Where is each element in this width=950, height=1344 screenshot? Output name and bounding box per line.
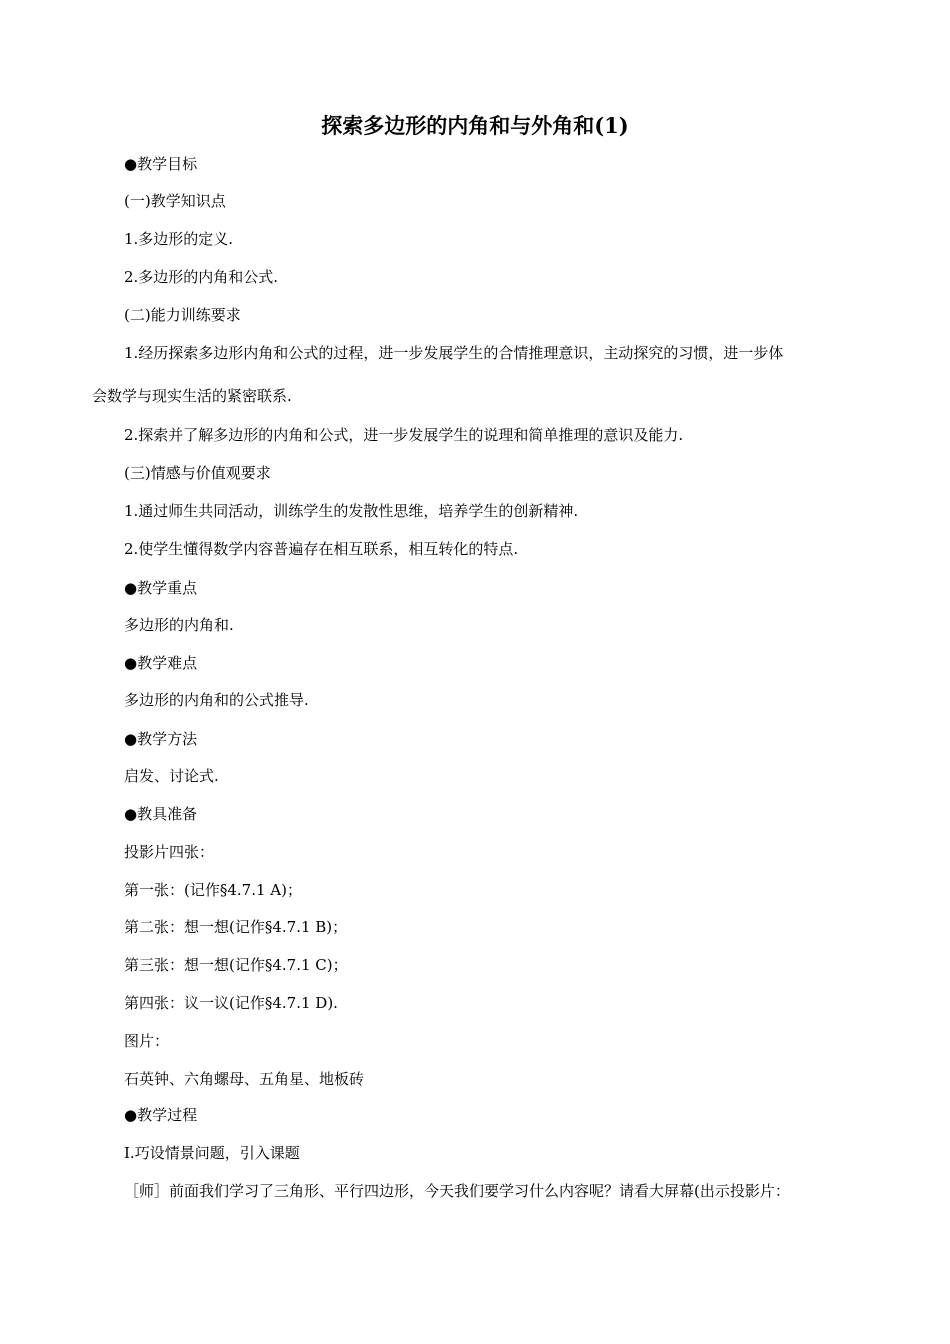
- paragraph-line: 第三张：想一想(记作§4.7.1 C)；: [124, 956, 348, 974]
- paragraph-line: 第二张：想一想(记作§4.7.1 B)；: [124, 918, 348, 936]
- paragraph-line: ［师］前面我们学习了三角形、平行四边形，今天我们要学习什么内容呢？请看大屏幕(出示投影片：: [124, 1182, 790, 1200]
- paragraph-line: 多边形的内角和.: [124, 616, 234, 634]
- paragraph-line: 投影片四张：: [124, 843, 215, 861]
- section-heading-teaching-aids: ●教具准备: [124, 805, 198, 823]
- paragraph-line: 第一张：(记作§4.7.1 A)；: [124, 881, 302, 899]
- paragraph-line: 1.通过师生共同活动，训练学生的发散性思维，培养学生的创新精神.: [124, 502, 579, 520]
- paragraph-line: 1.多边形的定义.: [124, 230, 234, 248]
- section-heading-difficulties: ●教学难点: [124, 654, 198, 672]
- paragraph-line: 2.探索并了解多边形的内角和公式，进一步发展学生的说理和简单推理的意识及能力.: [124, 426, 684, 444]
- subsection-ability-requirements: (二)能力训练要求: [124, 306, 241, 324]
- subsection-emotion-values: (三)情感与价值观要求: [124, 464, 271, 482]
- paragraph-line-continued: 会数学与现实生活的紧密联系.: [92, 387, 292, 405]
- section-heading-teaching-process: ●教学过程: [124, 1106, 198, 1124]
- document-title: 探索多边形的内角和与外角和(1): [321, 113, 629, 138]
- section-heading-key-points: ●教学重点: [124, 579, 198, 597]
- paragraph-line: 1.经历探索多边形内角和公式的过程，进一步发展学生的合情推理意识，主动探究的习惯，进一步体: [124, 344, 784, 362]
- section-heading-teaching-goals: ●教学目标: [124, 155, 198, 173]
- paragraph-line: 石英钟、六角螺母、五角星、地板砖: [124, 1070, 365, 1088]
- paragraph-line: 图片：: [124, 1032, 170, 1050]
- section-heading-methods: ●教学方法: [124, 730, 198, 748]
- paragraph-line: 第四张：议一议(记作§4.7.1 D).: [124, 994, 338, 1012]
- subsection-introduction: Ⅰ.巧设情景问题，引入课题: [124, 1144, 300, 1162]
- paragraph-line: 多边形的内角和的公式推导.: [124, 691, 309, 709]
- paragraph-line: 2.多边形的内角和公式.: [124, 268, 279, 286]
- subsection-knowledge-points: (一)教学知识点: [124, 192, 226, 210]
- paragraph-line: 2.使学生懂得数学内容普遍存在相互联系，相互转化的特点.: [124, 540, 519, 558]
- paragraph-line: 启发、讨论式.: [124, 767, 219, 785]
